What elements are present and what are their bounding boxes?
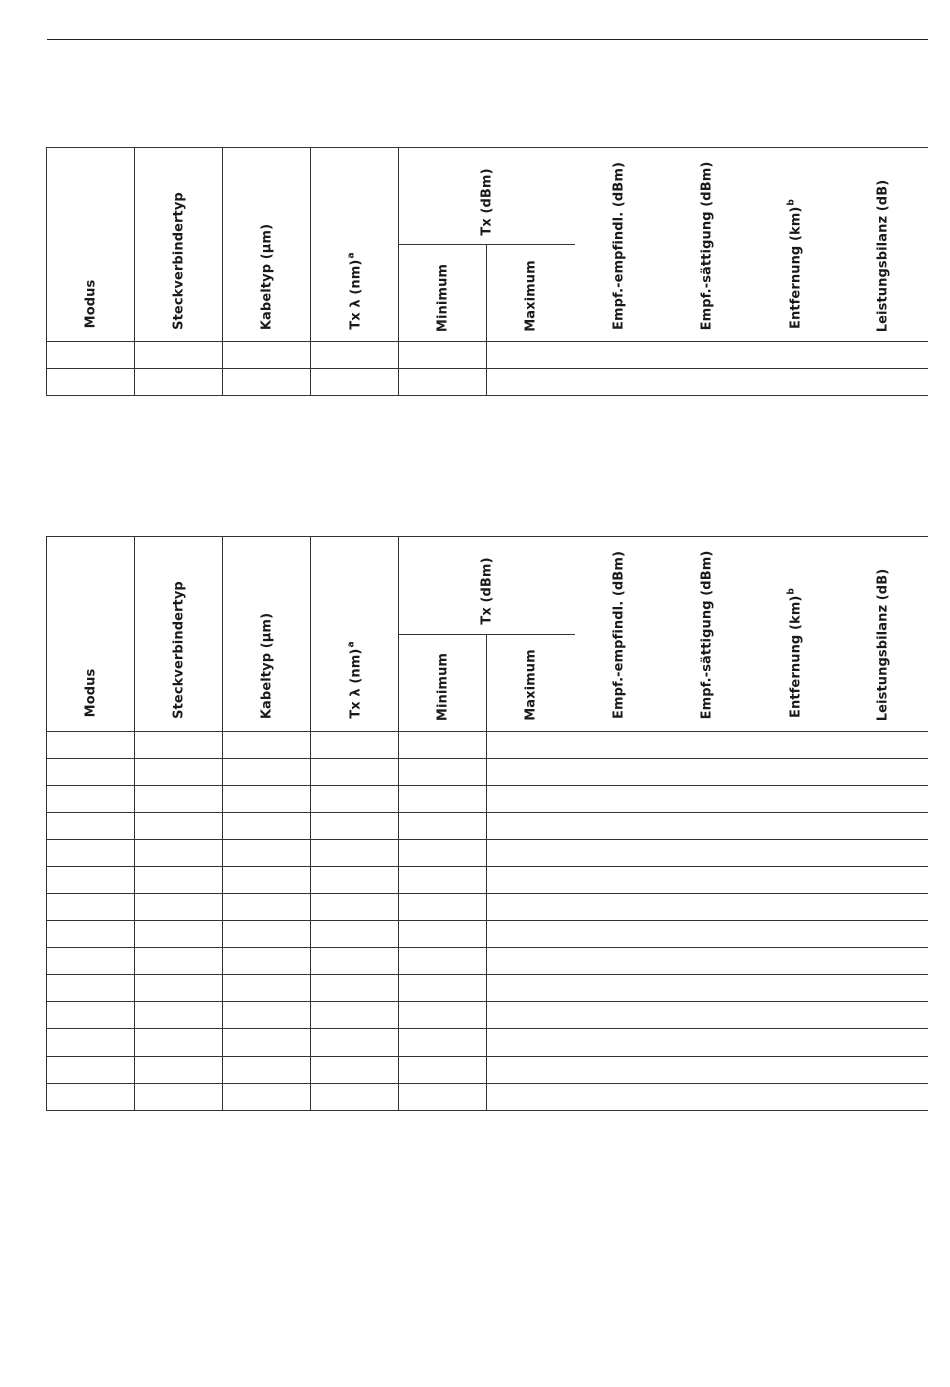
header-tx-lambda: Tx λ (nm)$^a$ [346,252,364,330]
row-divider [47,1056,928,1057]
header-empf-empfindl: Empf.-empfindl. (dBm) [611,550,627,720]
header-entfernung: Entfernung (km)$^b$ [786,588,804,718]
row-divider [47,947,928,948]
footnote-b: b [786,588,797,595]
row-divider [47,812,928,813]
header-kabeltyp: Kabeltyp (µm) [259,223,275,331]
header-steckverbindertyp: Steckverbindertyp [171,581,187,719]
header-modus: Modus [83,668,99,718]
row-divider [47,1083,928,1084]
header-empf-empfindl: Empf.-empfindl. (dBm) [611,161,627,331]
header-minimum: Minimum [435,263,451,333]
column-divider [46,536,47,1111]
row-divider [47,1001,928,1002]
header-maximum: Maximum [523,260,539,332]
column-divider [134,536,135,1111]
row-divider [47,866,928,867]
footnote-a: a [346,641,357,648]
table-bottom-border [47,1110,928,1111]
header-empf-saettigung: Empf.-sättigung (dBm) [699,161,715,331]
header-tx-dbm: Tx (dBm) [479,168,495,236]
header-leistungsbilanz: Leistungsbilanz (dB) [875,568,891,722]
header-leistungsbilanz: Leistungsbilanz (dB) [875,179,891,333]
header-tx-lambda: Tx λ (nm)$^a$ [346,641,364,719]
row-divider [47,974,928,975]
header-modus: Modus [83,279,99,329]
column-divider [310,536,311,1111]
column-divider [222,536,223,1111]
header-maximum: Maximum [523,649,539,721]
header-minimum: Minimum [435,652,451,722]
footnote-a: a [346,252,357,259]
footnote-b: b [786,199,797,206]
header-empf-saettigung: Empf.-sättigung (dBm) [699,550,715,720]
header-kabeltyp: Kabeltyp (µm) [259,612,275,720]
header-entfernung: Entfernung (km)$^b$ [786,199,804,329]
header-bottom-border [47,731,928,732]
row-divider [47,893,928,894]
header-steckverbindertyp: Steckverbindertyp [171,192,187,330]
row-divider [47,920,928,921]
row-divider [47,1028,928,1029]
column-divider [398,536,399,1111]
column-divider [486,634,487,1111]
header-tx-dbm: Tx (dBm) [479,557,495,625]
row-divider [47,839,928,840]
table-top-border [47,536,928,537]
row-divider [47,785,928,786]
row-divider [47,758,928,759]
